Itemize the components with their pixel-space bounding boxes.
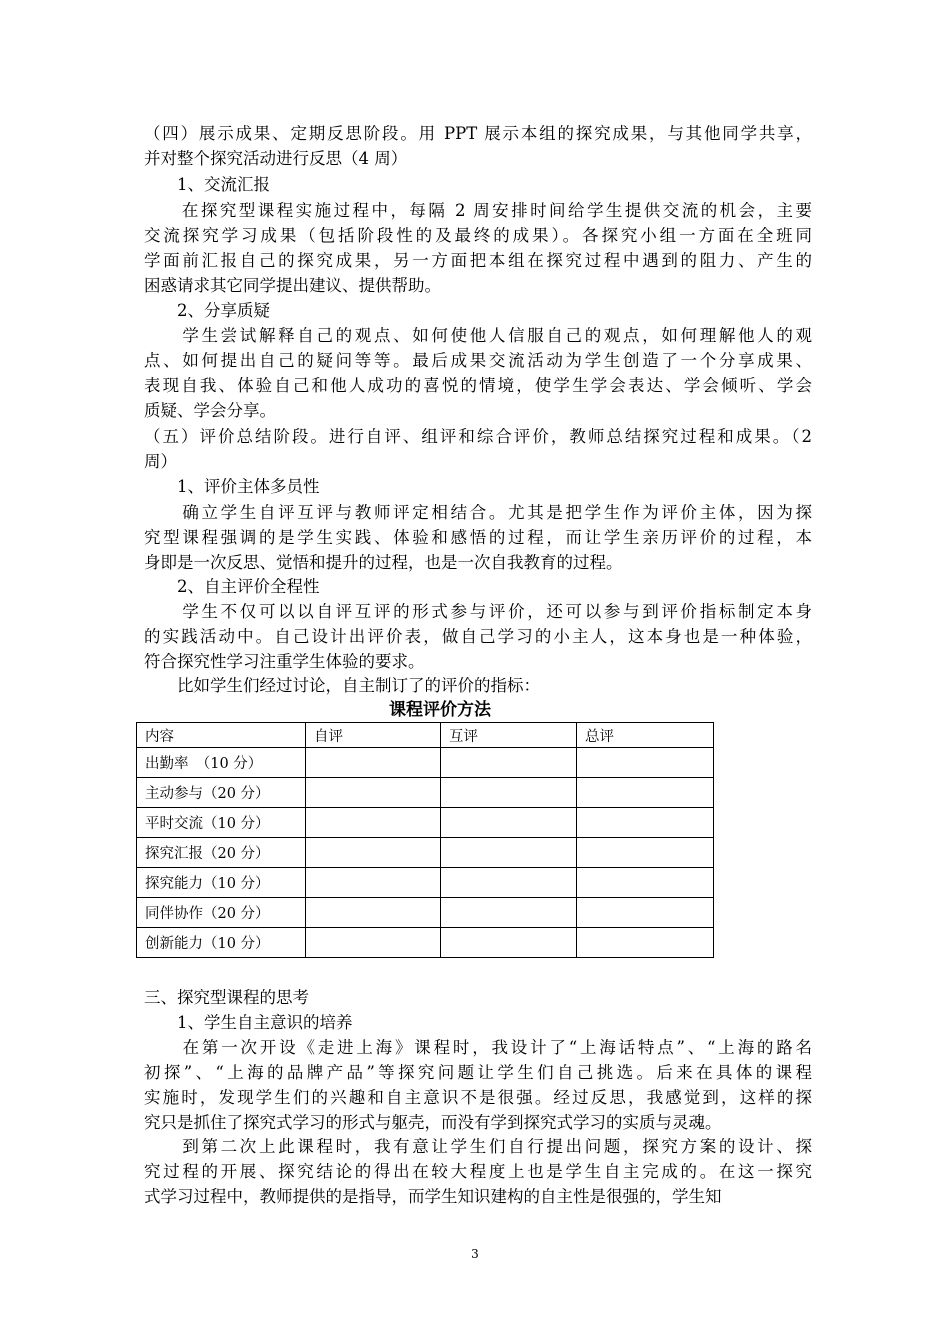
text-line: （四）展示成果、定期反思阶段。用 PPT 展示本组的探究成果，与其他同学共享， xyxy=(144,124,812,143)
table-row xyxy=(137,748,714,778)
text-line: 学生不仅可以以自评互评的形式参与评价，还可以参与到评价指标制定本身 xyxy=(144,602,812,621)
table-row xyxy=(137,778,714,808)
criterion-cell: 同伴协作（20 分） xyxy=(137,898,306,928)
para-autonomy-2 xyxy=(144,1134,812,1209)
text-line: 2、分享质疑 xyxy=(144,301,270,320)
score-cell xyxy=(577,898,714,928)
table-row xyxy=(137,928,714,958)
para-exchange-report xyxy=(144,198,812,298)
text-line: 1、学生自主意识的培养 xyxy=(144,1013,353,1032)
score-cell xyxy=(441,808,577,838)
column-header: 总评 xyxy=(577,723,714,748)
text-line: 的实践活动中。自己设计出评价表，做自己学习的小主人，这本身也是一种体验， xyxy=(144,627,812,646)
text-line: 确立学生自评互评与教师评定相结合。尤其是把学生作为评价主体，因为探 xyxy=(144,503,812,522)
evaluation-table xyxy=(136,722,714,958)
text-line: 式学习过程中，教师提供的是指导，而学生知识建构的自主性是很强的，学生知 xyxy=(144,1187,722,1206)
stage-four-heading xyxy=(144,121,812,171)
table-header-row xyxy=(137,723,714,748)
text-line: 身即是一次反思、觉悟和提升的过程，也是一次自我教育的过程。 xyxy=(144,553,623,572)
text-line: 比如学生们经过讨论，自主制订了的评价的指标： xyxy=(144,676,540,695)
score-cell xyxy=(441,838,577,868)
para-example-intro xyxy=(144,673,812,698)
text-line: 周） xyxy=(144,452,177,471)
heading-exchange-report xyxy=(144,172,812,197)
text-line: 交流探究学习成果（包括阶段性的及最终的成果）。各探究小组一方面在全班同 xyxy=(144,226,812,245)
heading-autonomy xyxy=(144,1010,812,1035)
para-autonomy-1 xyxy=(144,1035,812,1135)
text-line: 究过程的开展、探究结论的得出在较大程度上也是学生自主完成的。在这一探究 xyxy=(144,1162,812,1181)
table-row xyxy=(137,898,714,928)
criterion-cell: 出勤率 （10 分） xyxy=(137,748,306,778)
page-number: 3 xyxy=(471,1247,479,1261)
text-line: 在第一次开设《走进上海》课程时，我设计了“上海话特点”、“上海的路名 xyxy=(144,1038,812,1057)
text-line: 表现自我、体验自己和他人成功的喜悦的情境，使学生学会表达、学会倾听、学会 xyxy=(144,376,812,395)
criterion-cell: 探究汇报（20 分） xyxy=(137,838,306,868)
score-cell xyxy=(577,778,714,808)
score-cell xyxy=(306,928,441,958)
score-cell xyxy=(577,868,714,898)
section-three-heading xyxy=(144,985,812,1010)
table-row xyxy=(137,808,714,838)
text-line: 1、评价主体多员性 xyxy=(144,477,320,496)
text-line: 到第二次上此课程时，我有意让学生们自行提出问题，探究方案的设计、探 xyxy=(144,1137,812,1156)
para-self-evaluation xyxy=(144,599,812,674)
score-cell xyxy=(306,838,441,868)
table-caption: 课程评价方法 xyxy=(389,700,491,720)
score-cell xyxy=(306,778,441,808)
text-line: 学生尝试解释自己的观点、如何使他人信服自己的观点，如何理解他人的观 xyxy=(144,326,812,345)
score-cell xyxy=(577,748,714,778)
heading-self-evaluation xyxy=(144,574,812,599)
text-line: 初探”、“上海的品牌产品”等探究问题让学生们自己挑选。后来在具体的课程 xyxy=(144,1063,812,1082)
score-cell xyxy=(441,898,577,928)
score-cell xyxy=(306,898,441,928)
text-line: 究型课程强调的是学生实践、体验和感悟的过程，而让学生亲历评价的过程，本 xyxy=(144,528,812,547)
criterion-cell: 主动参与（20 分） xyxy=(137,778,306,808)
text-line: 点、如何提出自己的疑问等等。最后成果交流活动为学生创造了一个分享成果、 xyxy=(144,351,812,370)
score-cell xyxy=(441,928,577,958)
heading-share-question xyxy=(144,298,812,323)
criterion-cell: 探究能力（10 分） xyxy=(137,868,306,898)
para-diverse-evaluators xyxy=(144,500,812,575)
score-cell xyxy=(441,748,577,778)
score-cell xyxy=(306,868,441,898)
heading-diverse-evaluators xyxy=(144,474,812,499)
score-cell xyxy=(441,868,577,898)
score-cell xyxy=(577,808,714,838)
column-header: 互评 xyxy=(441,723,577,748)
score-cell xyxy=(577,838,714,868)
text-line: 1、交流汇报 xyxy=(144,175,270,194)
text-line: 究只是抓住了探究式学习的形式与躯壳，而没有学到探究式学习的实质与灵魂。 xyxy=(144,1113,722,1132)
text-line: 学面前汇报自己的探究成果，另一方面把本组在探究过程中遇到的阻力、产生的 xyxy=(144,251,812,270)
text-line: 质疑、学会分享。 xyxy=(144,401,276,420)
text-line: （五）评价总结阶段。进行自评、组评和综合评价，教师总结探究过程和成果。（2 xyxy=(144,427,812,446)
text-line: 并对整个探究活动进行反思（4 周） xyxy=(144,149,408,168)
text-line: 符合探究性学习注重学生体验的要求。 xyxy=(144,652,425,671)
score-cell xyxy=(306,748,441,778)
score-cell xyxy=(306,808,441,838)
score-cell xyxy=(441,778,577,808)
column-header: 自评 xyxy=(306,723,441,748)
text-line: 实施时，发现学生们的兴趣和自主意识不是很强。经过反思，我感觉到，这样的探 xyxy=(144,1088,812,1107)
table-row xyxy=(137,868,714,898)
criterion-cell: 平时交流（10 分） xyxy=(137,808,306,838)
stage-five-heading xyxy=(144,424,812,474)
score-cell xyxy=(577,928,714,958)
text-line: 2、自主评价全程性 xyxy=(144,577,320,596)
text-line: 三、探究型课程的思考 xyxy=(144,988,309,1007)
text-line: 困惑请求其它同学提出建议、提供帮助。 xyxy=(144,276,441,295)
criterion-cell: 创新能力（10 分） xyxy=(137,928,306,958)
table-row xyxy=(137,838,714,868)
para-share-question xyxy=(144,323,812,423)
text-line: 在探究型课程实施过程中，每隔 2 周安排时间给学生提供交流的机会，主要 xyxy=(144,201,812,220)
column-header: 内容 xyxy=(137,723,306,748)
